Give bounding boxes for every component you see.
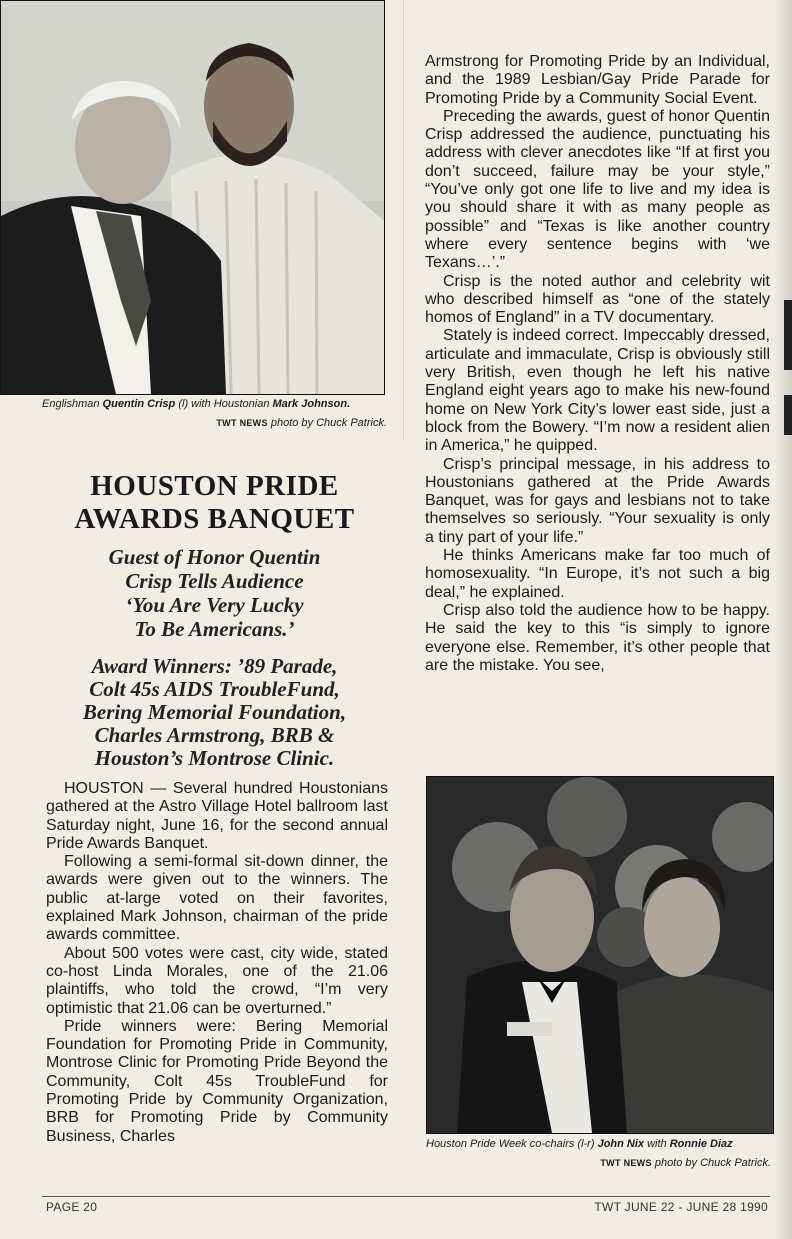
caption-text: with [647, 1138, 667, 1150]
page-edge-mark [784, 300, 792, 370]
article-paragraph: About 500 votes were cast, city wide, stated co-host Linda Morales, one of the 21.06 plaintiffs, who told the crowd, “I’m very optimistic that 21.06 can be overturned.” [46, 944, 388, 1017]
deck-line: Charles Armstrong, BRB & [94, 723, 335, 747]
deck-line: Crisp Tells Audience [125, 569, 304, 593]
subheadline-winners [42, 655, 387, 770]
caption-text: (l) with Houstonian [178, 398, 270, 410]
deck-line: Guest of Honor Quentin [108, 545, 321, 569]
credit-text: photo by Chuck Patrick. [654, 1157, 771, 1169]
article-column-right [425, 53, 770, 675]
deck-line: Award Winners: ’89 Parade, [91, 654, 338, 678]
deck-line: ‘You Are Very Lucky [125, 593, 304, 617]
photo2-caption [426, 1138, 771, 1170]
article-paragraph: Armstrong for Promoting Pride by an Individual, and the 1989 Lesbian/Gay Pride Parade for Promoting Pride by a Community Social Event. [425, 53, 770, 107]
caption-name: John Nix [597, 1138, 645, 1150]
article-paragraph: Following a semi-formal sit-down dinner, the awards were given out to the winners. The public at-large voted on their favorites, explained Mark Johnson, chairman of the pride awards committee. [46, 853, 388, 944]
photo-crisp-johnson [0, 0, 385, 395]
article-paragraph: He thinks Americans make far too much of homosexuality. “In Europe, it’s not such a big deal,” he explained. [425, 547, 770, 601]
photo-illustration [1, 1, 384, 394]
caption-name: Quentin Crisp [102, 398, 176, 410]
photo1-caption [42, 398, 387, 430]
deck-line: Bering Memorial Foundation, [82, 700, 347, 724]
footer-rule [42, 1196, 770, 1197]
headline [42, 470, 387, 536]
article-paragraph: Preceding the awards, guest of honor Quentin Crisp addressed the audience, punctuating his address with clever anecdotes like “If at first you don’t succeed, failure may be your style,” “You’ve only got one life to live and my idea is you should share it with as many people as possible” and “Texas is like another country where every sentence begins with ‘we Texans…’.” [425, 107, 770, 272]
column-divider [403, 0, 404, 440]
article-paragraph: Stately is indeed correct. Impeccably dressed, articulate and immaculate, Crisp is obviously still very British, even though he left his native England eight years ago to make his new-found home on New York City’s lower east side, just a block from the Bowery. “I’m now a resident alien in America,” he quipped. [425, 327, 770, 455]
article-column-left [46, 780, 388, 1146]
issue-dateline: TWT JUNE 22 - JUNE 28 1990 [594, 1200, 768, 1214]
photo-illustration [427, 777, 773, 1133]
photo-credit [216, 417, 387, 430]
photo-nix-diaz [426, 776, 774, 1134]
credit-publication: TWT NEWS [600, 1158, 652, 1168]
credit-publication: TWT NEWS [216, 418, 268, 428]
caption-name: Ronnie Diaz [669, 1138, 733, 1150]
deck-line: Houston’s Montrose Clinic. [94, 746, 335, 770]
deck-line: To Be Americans.’ [134, 617, 295, 641]
caption-name: Mark Johnson. [272, 398, 351, 410]
page-edge-shadow [774, 0, 792, 1239]
photo-credit [600, 1157, 771, 1170]
deck-line: Colt 45s AIDS TroubleFund, [89, 677, 340, 701]
headline-line: HOUSTON PRIDE [90, 470, 339, 502]
headline-line: AWARDS BANQUET [74, 503, 355, 535]
page-edge-mark [784, 395, 792, 435]
page-number: PAGE 20 [46, 1200, 98, 1214]
subheadline-guest [42, 545, 387, 641]
caption-text: Englishman [42, 398, 100, 410]
caption-text: Houston Pride Week co-chairs (l-r) [426, 1138, 595, 1150]
article-paragraph: Crisp is the noted author and celebrity wit who described himself as “one of the stately homos of England” in a TV documentary. [425, 272, 770, 327]
article-paragraph: Crisp’s principal message, in his address to Houstonians gathered at the Pride Awards Banquet, was for gays and lesbians not to take themselves so seriously. “Your sexuality is only a tiny part of your life.” [425, 455, 770, 546]
article-paragraph: Pride winners were: Bering Memorial Foundation for Promoting Pride in Community, Montrose Clinic for Promoting Pride Beyond the Community, Colt 45s TroubleFund for Promoting Pride by Community Organization, BRB for Promoting Pride by Community Business, Charles [46, 1017, 388, 1145]
credit-text: photo by Chuck Patrick. [270, 417, 387, 429]
article-paragraph: Crisp also told the audience how to be happy. He said the key to this “is simply to ignore everyone else. Remember, it’s other people that are the mistake. You see, [425, 601, 770, 674]
article-paragraph: HOUSTON — Several hundred Houstonians gathered at the Astro Village Hotel ballroom last Saturday night, June 16, for the second annual Pride Awards Banquet. [46, 780, 388, 852]
